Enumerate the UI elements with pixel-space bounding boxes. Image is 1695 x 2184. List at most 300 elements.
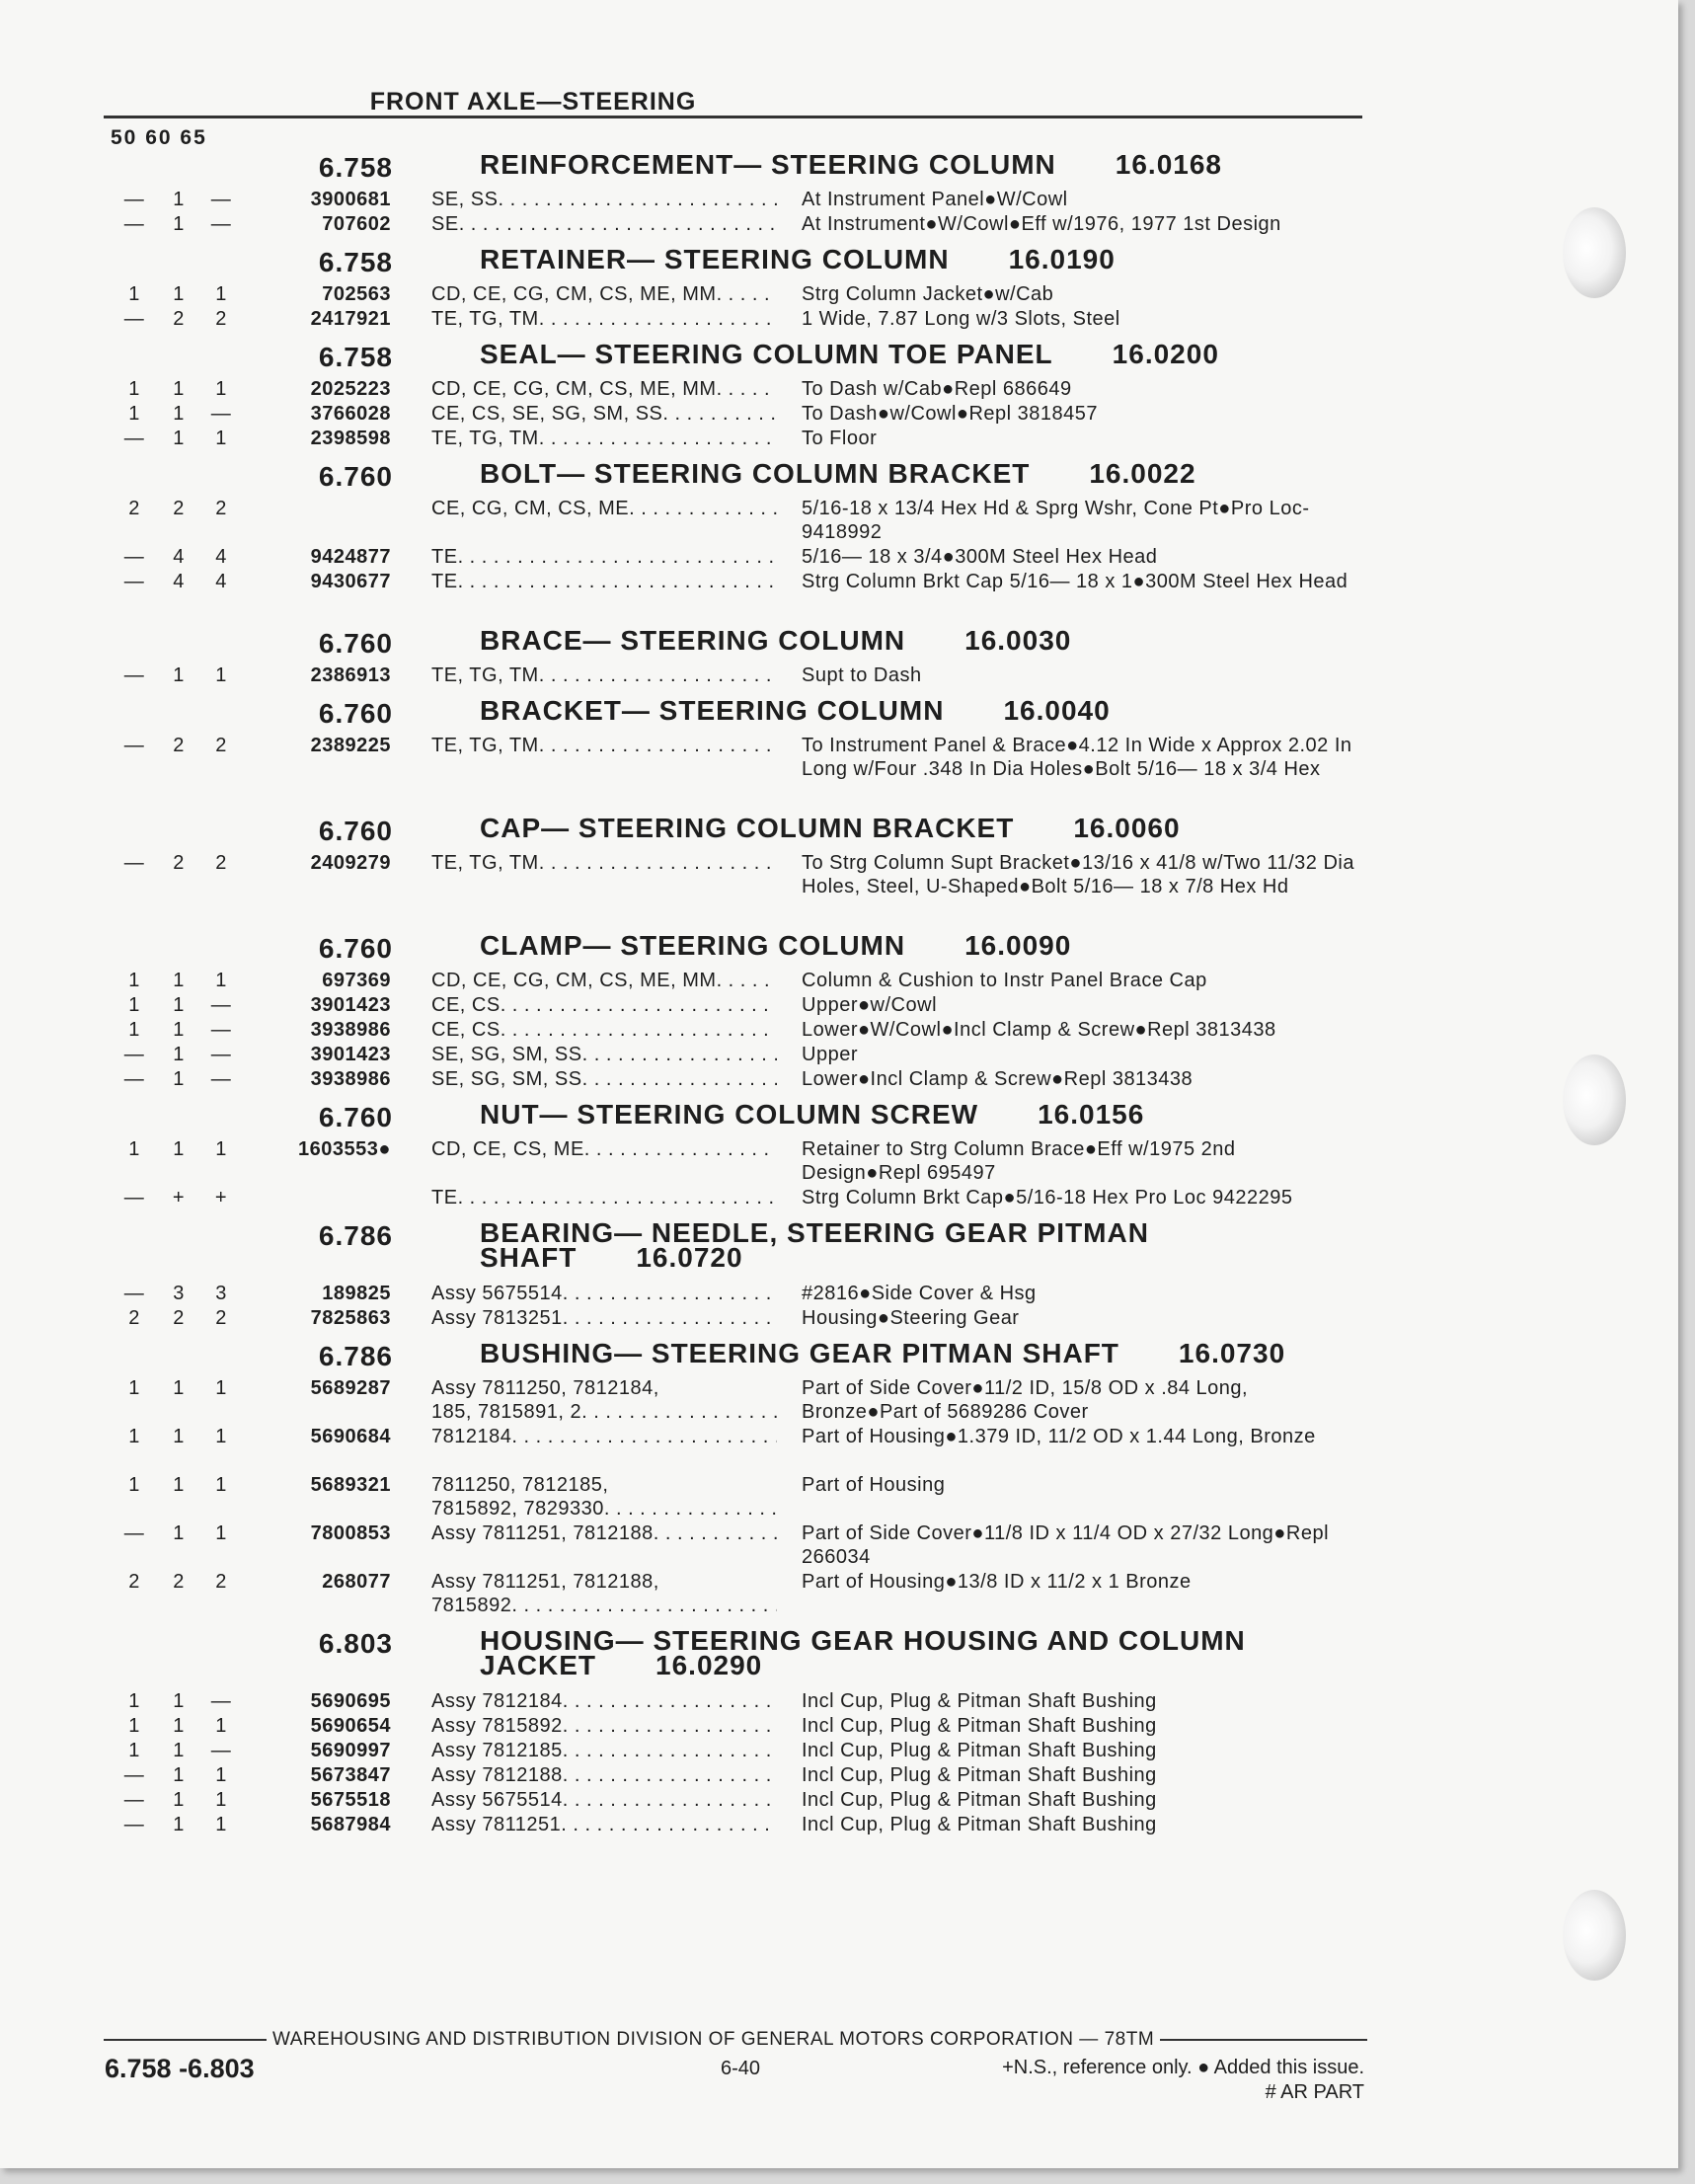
quantity-cell: + — [214, 1187, 228, 1209]
leader-dots — [539, 307, 777, 331]
section-title-text: CAP— STEERING COLUMN BRACKET — [480, 813, 1015, 843]
model-text: CE, CG, CM, CS, ME — [431, 498, 630, 519]
model-text: TE, TG, TM — [431, 852, 539, 874]
section-header — [0, 624, 1481, 663]
leader-dots — [539, 734, 777, 757]
section-ref-number: 6.760 — [318, 461, 393, 492]
quantity-cell: 1 — [173, 189, 185, 210]
quantity-cell: 1 — [128, 283, 140, 305]
quantity-cell: — — [210, 403, 232, 425]
leader-dots — [717, 377, 777, 401]
quantity-cell: 1 — [128, 403, 140, 425]
part-description: Lower●Incl Clamp & Screw●Repl 3813438 — [802, 1068, 1194, 1090]
model-applicability — [431, 377, 777, 401]
part-number: 707602 — [322, 213, 391, 235]
model-text-line — [431, 545, 777, 569]
part-row — [0, 1186, 1481, 1210]
section-title — [480, 813, 1368, 843]
model-text-line — [431, 1043, 777, 1066]
binder-hole — [1563, 1890, 1626, 1981]
model-text: Assy 7813251 — [431, 1307, 563, 1329]
model-text-line — [431, 212, 777, 236]
part-row — [0, 1570, 1481, 1618]
model-applicability — [431, 1186, 777, 1209]
model-text: CE, CS, SE, SG, SM, SS — [431, 403, 663, 425]
part-number: 5673847 — [310, 1764, 391, 1786]
section-code: 16.0190 — [1008, 244, 1116, 274]
model-applicability — [431, 1306, 777, 1330]
parts-section — [0, 1624, 1481, 1843]
parts-section — [0, 929, 1481, 1098]
quantity-cell: 1 — [215, 1789, 227, 1811]
quantity-cell: 1 — [128, 1715, 140, 1737]
part-row — [0, 427, 1481, 451]
section-ref-number: 6.760 — [318, 933, 393, 964]
quantity-cell: 2 — [173, 308, 185, 330]
quantity-cell: — — [210, 189, 232, 210]
quantity-cell: — — [210, 1068, 232, 1090]
part-number: 2389225 — [310, 735, 391, 756]
leader-dots — [582, 1043, 777, 1066]
quantity-cell: 1 — [215, 1138, 227, 1160]
section-ref-number: 6.803 — [318, 1628, 393, 1659]
section-code: 16.0156 — [1038, 1099, 1145, 1130]
model-text: TE — [431, 1187, 458, 1209]
quantity-cell: 1 — [215, 1764, 227, 1786]
leader-dots — [539, 663, 777, 687]
quantity-cell: 3 — [173, 1283, 185, 1304]
section-title — [480, 339, 1368, 369]
part-description: Incl Cup, Plug & Pitman Shaft Bushing — [802, 1690, 1157, 1712]
model-text-line — [431, 1788, 777, 1812]
model-text: 7812184 — [431, 1426, 512, 1447]
section-title — [480, 695, 1368, 726]
leader-dots — [582, 1067, 777, 1091]
part-row — [0, 497, 1481, 545]
model-text: CE, CS — [431, 1019, 501, 1041]
leader-dots — [629, 497, 777, 520]
part-number: 2386913 — [310, 664, 391, 686]
quantity-cell: 2 — [128, 1571, 140, 1593]
part-description: Incl Cup, Plug & Pitman Shaft Bushing — [802, 1764, 1157, 1786]
model-applicability — [431, 188, 777, 211]
model-text-line — [431, 188, 777, 211]
section-ref-number: 6.786 — [318, 1341, 393, 1371]
parts-section — [0, 338, 1481, 457]
leader-dots — [662, 402, 777, 426]
parts-section — [0, 1098, 1481, 1216]
section-ref-number: 6.758 — [318, 342, 393, 372]
quantity-cell: 2 — [215, 1571, 227, 1593]
part-row — [0, 1306, 1481, 1331]
model-text-line — [431, 969, 777, 992]
section-title — [480, 458, 1368, 489]
part-row — [0, 734, 1481, 806]
part-description: Part of Housing — [802, 1474, 946, 1496]
part-description: To Strg Column Supt Bracket●13/16 x 41/8 w/Two 11/32 Dia Holes, Steel, U-Shaped●Bolt 5/16— 18 x 7/8 Hex Hd — [802, 852, 1354, 897]
model-text-line — [431, 993, 777, 1017]
part-description: Incl Cup, Plug & Pitman Shaft Bushing — [802, 1789, 1157, 1811]
model-text: SE, SS — [431, 189, 499, 210]
parts-section — [0, 694, 1481, 812]
quantity-cell: 1 — [173, 1426, 185, 1447]
quantity-cell: 2 — [215, 1307, 227, 1329]
section-code: 16.0040 — [1003, 695, 1111, 726]
quantity-cell: — — [210, 1740, 232, 1761]
quantity-cell: — — [123, 1044, 145, 1065]
model-applicability — [431, 1043, 777, 1066]
section-title — [480, 625, 1368, 656]
leader-dots — [563, 1788, 777, 1812]
section-ref-number: 6.758 — [318, 152, 393, 183]
model-applicability — [431, 545, 777, 569]
year-column-header: 50 60 65 — [111, 126, 207, 149]
quantity-cell: 1 — [128, 994, 140, 1016]
section-header — [0, 148, 1481, 188]
part-row — [0, 1788, 1481, 1813]
quantity-cell: 2 — [215, 735, 227, 756]
model-text-line — [431, 427, 777, 450]
model-applicability — [431, 1714, 777, 1738]
part-number: 3938986 — [310, 1068, 391, 1090]
quantity-cell: 3 — [215, 1283, 227, 1304]
section-title — [480, 1625, 1368, 1680]
model-text-line — [431, 1067, 777, 1091]
quantity-cell: — — [123, 1789, 145, 1811]
section-ref-number: 6.760 — [318, 816, 393, 846]
quantity-cell: 1 — [173, 1377, 185, 1399]
model-text-line — [431, 497, 777, 520]
model-text: Assy 7815892 — [431, 1715, 563, 1737]
part-number: 5687984 — [310, 1814, 391, 1835]
quantity-cell: 1 — [173, 1019, 185, 1041]
parts-section — [0, 1216, 1481, 1337]
section-header — [0, 694, 1481, 734]
quantity-cell: 1 — [215, 1377, 227, 1399]
quantity-cell: 1 — [215, 1426, 227, 1447]
part-row — [0, 1813, 1481, 1837]
model-text-line — [431, 663, 777, 687]
model-text-line — [431, 1400, 777, 1424]
model-applicability — [431, 1425, 777, 1448]
model-text-line: 7811250, 7812185, — [431, 1474, 609, 1496]
quantity-cell: 1 — [173, 1474, 185, 1496]
section-header — [0, 929, 1481, 969]
model-text-line — [431, 1763, 777, 1787]
leader-dots — [459, 212, 777, 236]
part-number: 5675518 — [310, 1789, 391, 1811]
quantity-cell: 1 — [128, 1690, 140, 1712]
leader-dots — [498, 188, 777, 211]
model-applicability — [431, 497, 777, 520]
leader-dots — [563, 1739, 777, 1762]
model-applicability — [431, 1137, 777, 1161]
part-description: Incl Cup, Plug & Pitman Shaft Bushing — [802, 1740, 1157, 1761]
section-title-text: BRACKET— STEERING COLUMN — [480, 695, 945, 726]
quantity-cell: 1 — [215, 1814, 227, 1835]
part-number: 5689321 — [310, 1474, 391, 1496]
model-applicability — [431, 1282, 777, 1305]
model-text: TE, TG, TM — [431, 664, 539, 686]
model-applicability — [431, 1570, 777, 1617]
section-title-text: BUSHING— STEERING GEAR PITMAN SHAFT — [480, 1338, 1119, 1368]
model-applicability — [431, 734, 777, 757]
model-applicability — [431, 427, 777, 450]
part-number: 3901423 — [310, 1044, 391, 1065]
model-text: Assy 7811251, 7812188 — [431, 1522, 654, 1544]
model-applicability — [431, 1689, 777, 1713]
part-number: 9424877 — [310, 546, 391, 568]
leader-dots — [584, 1137, 777, 1161]
part-row — [0, 570, 1481, 618]
leader-dots — [458, 545, 777, 569]
part-number: 7800853 — [310, 1522, 391, 1544]
leader-dots — [539, 851, 777, 875]
section-code: 16.0022 — [1089, 458, 1196, 489]
quantity-cell: — — [210, 213, 232, 235]
part-row — [0, 1018, 1481, 1043]
model-text: Assy 7812184 — [431, 1690, 563, 1712]
model-text: TE — [431, 546, 458, 568]
leader-dots — [539, 427, 777, 450]
header-rule — [104, 116, 1362, 118]
footer-division-text: WAREHOUSING AND DISTRIBUTION DIVISION OF GENERAL MOTORS CORPORATION — 78TM — [267, 2029, 1160, 2051]
section-title-text: RETAINER— STEERING COLUMN — [480, 244, 950, 274]
part-number: 2398598 — [310, 428, 391, 449]
quantity-cell: 2 — [215, 498, 227, 519]
model-applicability — [431, 212, 777, 236]
section-ref-number: 6.760 — [318, 628, 393, 659]
part-description: Strg Column Jacket●w/Cab — [802, 283, 1054, 305]
model-text-line — [431, 570, 777, 593]
model-text-line — [431, 1739, 777, 1762]
section-code: 16.0168 — [1115, 149, 1222, 180]
part-description: Column & Cushion to Instr Panel Brace Cap — [802, 970, 1207, 991]
leader-dots — [458, 1186, 777, 1209]
parts-list — [0, 148, 1481, 1843]
part-number: 189825 — [322, 1283, 391, 1304]
part-row — [0, 1689, 1481, 1714]
quantity-cell: — — [123, 664, 145, 686]
part-description: Part of Housing●13/8 ID x 11/2 x 1 Bronze — [802, 1571, 1192, 1593]
section-header — [0, 457, 1481, 497]
part-description: Supt to Dash — [802, 664, 922, 686]
quantity-cell: 2 — [173, 735, 185, 756]
part-row — [0, 1473, 1481, 1521]
quantity-cell: — — [123, 1814, 145, 1835]
quantity-cell: 1 — [215, 1715, 227, 1737]
model-text-line — [431, 1306, 777, 1330]
section-ref-number: 6.758 — [318, 247, 393, 277]
model-applicability — [431, 1067, 777, 1091]
binder-hole — [1563, 207, 1626, 298]
quantity-cell: — — [210, 1690, 232, 1712]
quantity-cell: — — [123, 1283, 145, 1304]
section-code: 16.0200 — [1112, 339, 1219, 369]
model-text: CD, CE, CG, CM, CS, ME, MM — [431, 970, 717, 991]
quantity-cell: 2 — [128, 1307, 140, 1329]
section-ref-number: 6.760 — [318, 1102, 393, 1132]
section-title — [480, 149, 1368, 180]
part-description: Retainer to Strg Column Brace●Eff w/1975 2nd Design●Repl 695497 — [802, 1138, 1236, 1184]
part-number: 5689287 — [310, 1377, 391, 1399]
part-number: 1603553● — [298, 1138, 391, 1160]
quantity-cell: — — [123, 213, 145, 235]
model-applicability — [431, 570, 777, 593]
part-description: #2816●Side Cover & Hsg — [802, 1283, 1037, 1304]
part-description: To Dash●w/Cowl●Repl 3818457 — [802, 403, 1099, 425]
part-row — [0, 377, 1481, 402]
quantity-cell: 1 — [173, 378, 185, 400]
model-text-line — [431, 377, 777, 401]
quantity-cell: 1 — [173, 1764, 185, 1786]
model-text: Assy 7812185 — [431, 1740, 563, 1761]
model-text-line — [431, 307, 777, 331]
section-ref-number: 6.760 — [318, 698, 393, 729]
quantity-cell: 1 — [173, 1522, 185, 1544]
model-text-line — [431, 1714, 777, 1738]
part-description: Lower●W/Cowl●Incl Clamp & Screw●Repl 3813438 — [802, 1019, 1276, 1041]
model-text: 7815892 — [431, 1595, 512, 1616]
model-text-line — [431, 1521, 777, 1545]
quantity-cell: 1 — [128, 1377, 140, 1399]
leader-dots — [501, 993, 777, 1017]
part-number: 5690684 — [310, 1426, 391, 1447]
part-description: Housing●Steering Gear — [802, 1307, 1020, 1329]
section-header — [0, 1624, 1481, 1689]
quantity-cell: 1 — [173, 403, 185, 425]
quantity-cell: 1 — [128, 378, 140, 400]
model-applicability — [431, 993, 777, 1017]
section-title — [480, 244, 1368, 274]
quantity-cell: 1 — [173, 213, 185, 235]
model-text: CD, CE, CS, ME — [431, 1138, 584, 1160]
quantity-cell: 1 — [173, 283, 185, 305]
part-number: 3901423 — [310, 994, 391, 1016]
parts-section — [0, 812, 1481, 929]
parts-section — [0, 148, 1481, 243]
section-header — [0, 338, 1481, 377]
leader-dots — [561, 1813, 777, 1836]
quantity-cell: 2 — [215, 852, 227, 874]
part-row — [0, 851, 1481, 923]
part-description: At Instrument●W/Cowl●Eff w/1976, 1977 1st Design — [802, 213, 1281, 235]
model-text: CD, CE, CG, CM, CS, ME, MM — [431, 283, 717, 305]
model-text-line — [431, 282, 777, 306]
part-row — [0, 969, 1481, 993]
quantity-cell: 1 — [128, 1474, 140, 1496]
parts-section — [0, 457, 1481, 624]
section-code: 16.0060 — [1073, 813, 1181, 843]
model-text-line — [431, 1425, 777, 1448]
section-spacer — [0, 1837, 1481, 1843]
part-row — [0, 307, 1481, 332]
model-text-line — [431, 1497, 777, 1521]
quantity-cell: 1 — [215, 1474, 227, 1496]
part-description: Incl Cup, Plug & Pitman Shaft Bushing — [802, 1814, 1157, 1835]
quantity-cell: — — [123, 1522, 145, 1544]
model-text-line — [431, 1689, 777, 1713]
model-applicability — [431, 1788, 777, 1812]
model-text-line: Assy 7811250, 7812184, — [431, 1377, 659, 1399]
quantity-cell: 1 — [173, 428, 185, 449]
binder-hole — [1563, 1054, 1626, 1145]
part-row — [0, 1067, 1481, 1092]
section-title-text: BEARING— NEEDLE, STEERING GEAR PITMAN SHAFT — [480, 1217, 1149, 1273]
part-number: 2025223 — [310, 378, 391, 400]
quantity-cell: — — [123, 308, 145, 330]
model-text-line: Assy 7811251, 7812188, — [431, 1571, 659, 1593]
part-row — [0, 1763, 1481, 1788]
model-applicability — [431, 663, 777, 687]
quantity-cell: 1 — [173, 1814, 185, 1835]
quantity-cell: 4 — [173, 571, 185, 592]
quantity-cell: — — [210, 1044, 232, 1065]
model-text-line — [431, 1018, 777, 1042]
model-applicability — [431, 1521, 777, 1545]
footer-legend-line: # AR PART — [1265, 2081, 1364, 2103]
quantity-cell: 1 — [173, 1044, 185, 1065]
model-text: Assy 5675514 — [431, 1789, 563, 1811]
quantity-cell: — — [123, 428, 145, 449]
quantity-cell: 1 — [173, 1740, 185, 1761]
part-number: 3900681 — [310, 189, 391, 210]
parts-section — [0, 624, 1481, 694]
model-text: SE, SG, SM, SS — [431, 1044, 582, 1065]
model-text: Assy 5675514 — [431, 1283, 563, 1304]
part-number: 9430677 — [310, 571, 391, 592]
part-description: To Floor — [802, 428, 878, 449]
quantity-cell: 1 — [215, 283, 227, 305]
model-applicability — [431, 1813, 777, 1836]
quantity-cell: — — [123, 1068, 145, 1090]
quantity-cell: 2 — [173, 1571, 185, 1593]
model-applicability — [431, 402, 777, 426]
quantity-cell: 1 — [173, 1068, 185, 1090]
section-header — [0, 1216, 1481, 1282]
quantity-cell: 1 — [173, 970, 185, 991]
quantity-cell: 2 — [173, 498, 185, 519]
quantity-cell: 1 — [173, 1715, 185, 1737]
part-number: 697369 — [322, 970, 391, 991]
part-row — [0, 188, 1481, 212]
part-description: To Instrument Panel & Brace●4.12 In Wide x Approx 2.02 In Long w/Four .348 In Dia Holes●Bolt 5/16— 18 x 3/4 Hex — [802, 735, 1352, 780]
part-description: 5/16-18 x 13/4 Hex Hd & Sprg Wshr, Cone Pt●Pro Loc-9418992 — [802, 498, 1310, 543]
part-row — [0, 545, 1481, 570]
section-title-text: BRACE— STEERING COLUMN — [480, 625, 906, 656]
quantity-cell: 1 — [215, 664, 227, 686]
part-row — [0, 1137, 1481, 1186]
leader-dots — [511, 1594, 777, 1617]
quantity-cell: 1 — [128, 970, 140, 991]
quantity-cell: — — [210, 994, 232, 1016]
part-row — [0, 1282, 1481, 1306]
part-description: Part of Side Cover●11/2 ID, 15/8 OD x .84 Long, Bronze●Part of 5689286 Cover — [802, 1377, 1249, 1423]
leader-dots — [563, 1714, 777, 1738]
quantity-cell: 1 — [215, 428, 227, 449]
quantity-cell: — — [123, 546, 145, 568]
part-row — [0, 1376, 1481, 1425]
part-number: 2409279 — [310, 852, 391, 874]
section-title — [480, 930, 1368, 961]
section-title-text: SEAL— STEERING COLUMN TOE PANEL — [480, 339, 1053, 369]
model-applicability — [431, 1739, 777, 1762]
footer-page-range: 6.758 -6.803 — [105, 2054, 255, 2083]
part-number: 2417921 — [310, 308, 391, 330]
part-description: Upper — [802, 1044, 858, 1065]
part-number: 268077 — [322, 1571, 391, 1593]
leader-dots — [458, 570, 777, 593]
